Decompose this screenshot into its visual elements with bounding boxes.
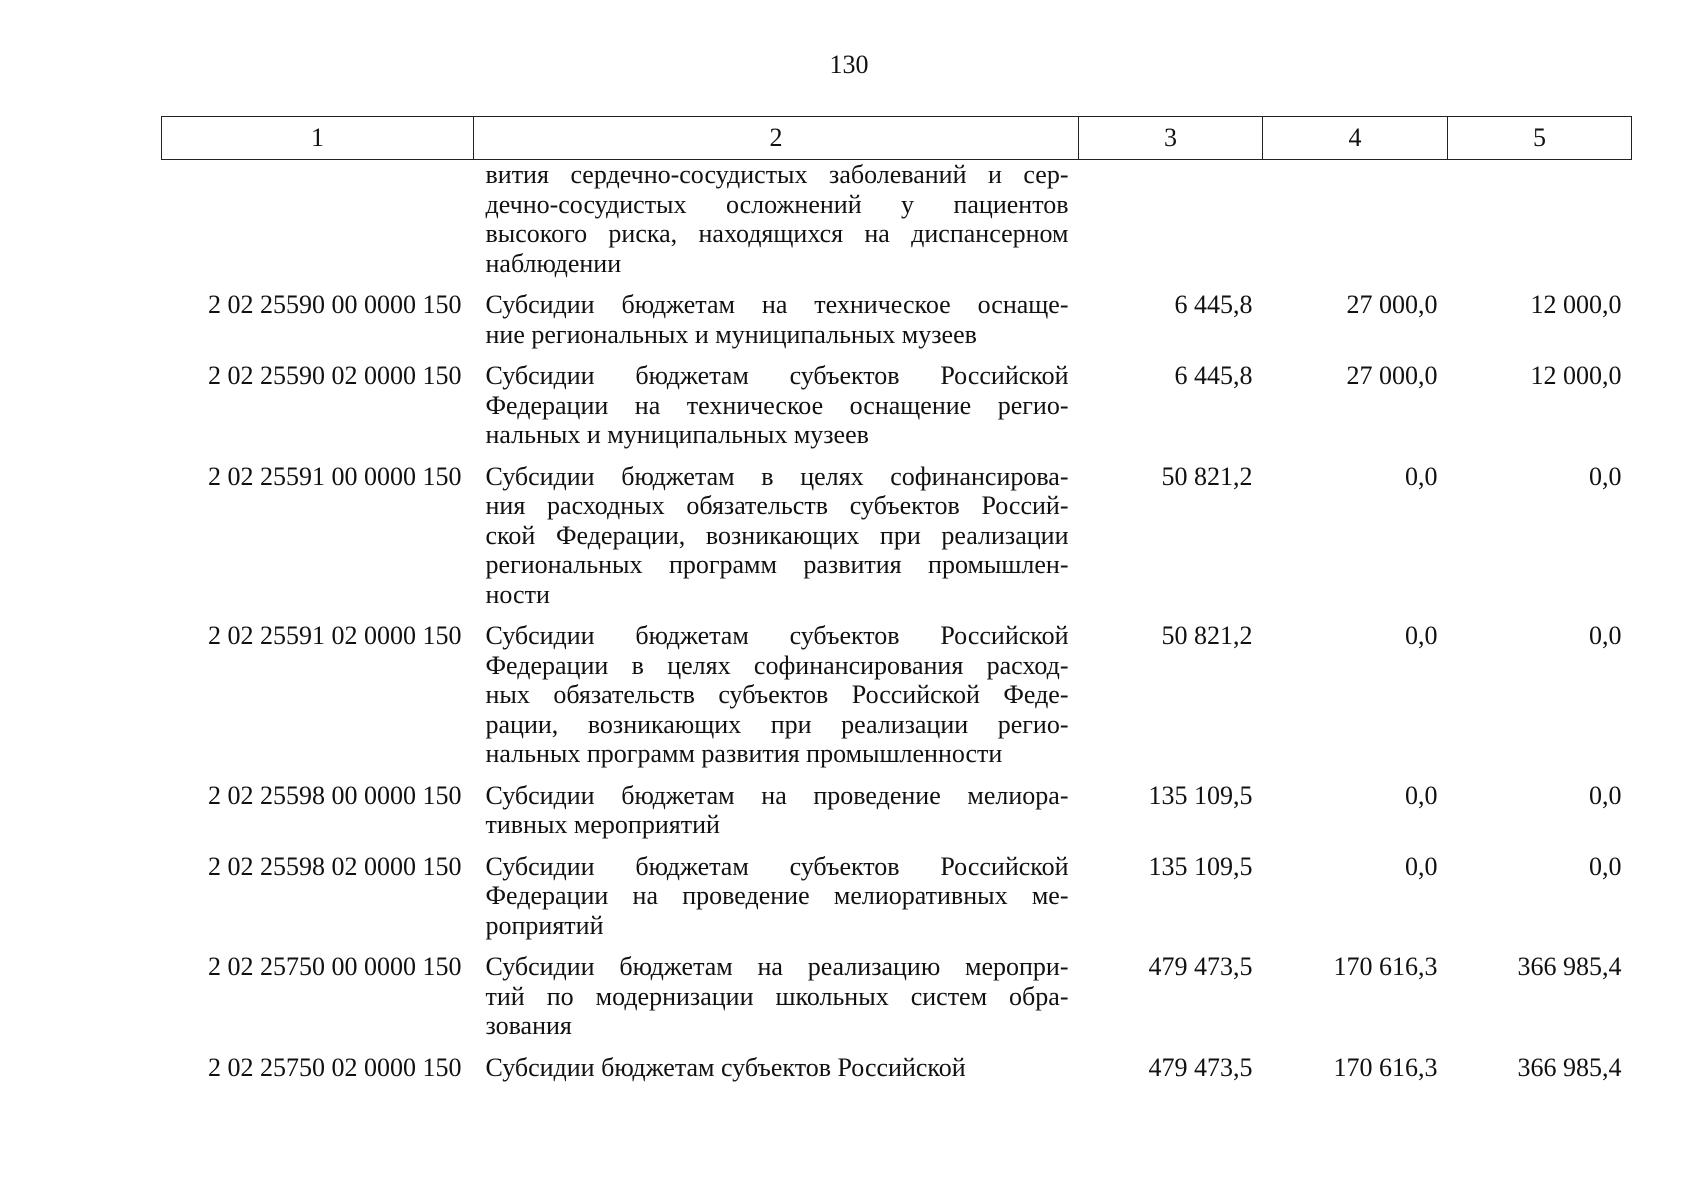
description-line: нальных программ развития промышленности: [485, 739, 1003, 768]
description-cell: [474, 160, 1079, 279]
description-cell: [474, 349, 1079, 450]
description-line: Субсидии бюджетам на техническое оснаще-: [485, 290, 1069, 319]
amount-cell-col4: 170 616,3: [1333, 1052, 1438, 1082]
description-cell: [474, 609, 1079, 769]
amount-cell-col5: 0,0: [1589, 780, 1622, 810]
description-line: Субсидии бюджетам субъектов Российской: [485, 851, 1069, 881]
description-line: высокого риска, находящихся на диспансерном: [485, 219, 1069, 248]
table-body: [162, 160, 1632, 1083]
table-row: [162, 1041, 1632, 1083]
amount-cell-col5: 12 000,0: [1530, 361, 1622, 390]
column-header-3: 3: [1079, 117, 1263, 160]
description-line: Федерации в целях софинансирования расход-: [485, 650, 1069, 680]
description-line: зования: [485, 1011, 572, 1040]
description-cell: [474, 769, 1079, 840]
amount-cell-col3: 50 821,2: [1161, 461, 1253, 491]
description-line: ных обязательств субъектов Российской Феде-: [485, 680, 1069, 709]
table-row: [162, 609, 1632, 769]
budget-code-cell: 2 02 25598 00 0000 150: [208, 780, 462, 810]
amount-cell-col4: 27 000,0: [1346, 361, 1438, 390]
amount-cell-col4: [1263, 160, 1448, 279]
budget-code-cell: [162, 160, 474, 279]
description-cell: [474, 940, 1079, 1041]
budget-code-cell: 2 02 25590 00 0000 150: [208, 290, 462, 319]
amount-cell-col5: 0,0: [1589, 461, 1622, 491]
description-line: Федерации на техническое оснащение регио-: [485, 390, 1069, 420]
table-row: [162, 769, 1632, 840]
budget-code-cell: 2 02 25750 00 0000 150: [208, 952, 462, 981]
description-line: Субсидии бюджетам на проведение мелиора-: [485, 780, 1069, 810]
description-line: Субсидии бюджетам субъектов Российской: [485, 621, 1069, 650]
description-cell: [474, 1041, 1079, 1083]
amount-cell-col4: 0,0: [1405, 851, 1438, 881]
table-row: [162, 450, 1632, 610]
amount-cell-col4: 0,0: [1405, 780, 1438, 810]
amount-cell-col3: 50 821,2: [1161, 621, 1253, 650]
amount-cell-col5: 0,0: [1589, 621, 1622, 650]
column-header-2: 2: [474, 117, 1079, 160]
budget-table-container: [161, 116, 1631, 1082]
table-row: [162, 349, 1632, 450]
table-header: [162, 117, 1632, 160]
amount-cell-col3: 6 445,8: [1174, 290, 1253, 319]
description-cell: [474, 450, 1079, 610]
amount-cell-col3: 479 473,5: [1148, 952, 1253, 981]
amount-cell-col5: 0,0: [1589, 851, 1622, 881]
amount-cell-col5: 366 985,4: [1517, 952, 1622, 981]
page-number: 130: [829, 50, 869, 79]
budget-code-cell: 2 02 25591 02 0000 150: [208, 621, 462, 650]
column-header-1: 1: [162, 117, 474, 160]
amount-cell-col3: 135 109,5: [1148, 780, 1253, 810]
amount-cell-col3: 135 109,5: [1148, 851, 1253, 881]
description-line: тий по модернизации школьных систем обра-: [485, 981, 1069, 1011]
amount-cell-col4: 0,0: [1405, 461, 1438, 491]
description-line: Субсидии бюджетам субъектов Российской: [485, 1052, 966, 1082]
description-line: вития сердечно-сосудистых заболеваний и сер-: [485, 160, 1069, 189]
table-row: [162, 840, 1632, 941]
amount-cell-col4: 0,0: [1405, 621, 1438, 650]
table-row: [162, 278, 1632, 349]
budget-table: [161, 116, 1632, 1082]
amount-cell-col4: 170 616,3: [1333, 952, 1438, 981]
description-line: Субсидии бюджетам в целях софинансирова-: [485, 461, 1069, 491]
amount-cell-col3: 479 473,5: [1148, 1052, 1253, 1082]
header-row: [162, 117, 1632, 160]
description-line: Субсидии бюджетам на реализацию меропри-: [485, 952, 1069, 981]
amount-cell-col4: 27 000,0: [1346, 290, 1438, 319]
amount-cell-col5: [1448, 160, 1632, 279]
description-line: роприятий: [485, 910, 604, 940]
description-cell: [474, 840, 1079, 941]
budget-code-cell: 2 02 25590 02 0000 150: [208, 361, 462, 390]
amount-cell-col3: 6 445,8: [1174, 361, 1253, 390]
amount-cell-col5: 366 985,4: [1517, 1052, 1622, 1082]
description-line: тивных мероприятий: [485, 810, 720, 839]
table-row: [162, 940, 1632, 1041]
description-line: нальных и муниципальных музеев: [485, 420, 869, 449]
column-header-5: 5: [1448, 117, 1632, 160]
description-line: региональных программ развития промышлен-: [485, 550, 1069, 579]
amount-cell-col3: [1079, 160, 1263, 279]
description-line: Федерации на проведение мелиоративных ме-: [485, 881, 1069, 910]
budget-code-cell: 2 02 25750 02 0000 150: [208, 1052, 462, 1082]
budget-code-cell: 2 02 25591 00 0000 150: [208, 461, 462, 491]
description-line: ской Федерации, возникающих при реализации: [485, 520, 1069, 550]
description-line: дечно-сосудистых осложнений у пациентов: [485, 189, 1069, 219]
description-cell: [474, 278, 1079, 349]
budget-code-cell: 2 02 25598 02 0000 150: [208, 851, 462, 881]
amount-cell-col5: 12 000,0: [1530, 290, 1622, 319]
description-line: Субсидии бюджетам субъектов Российской: [485, 361, 1069, 390]
description-line: ние региональных и муниципальных музеев: [485, 319, 977, 349]
description-line: рации, возникающих при реализации регио-: [485, 709, 1069, 739]
description-line: ности: [485, 579, 550, 609]
table-row: [162, 160, 1632, 279]
description-line: наблюдении: [485, 248, 622, 278]
column-header-4: 4: [1263, 117, 1448, 160]
description-line: ния расходных обязательств субъектов Россий-: [485, 491, 1069, 520]
